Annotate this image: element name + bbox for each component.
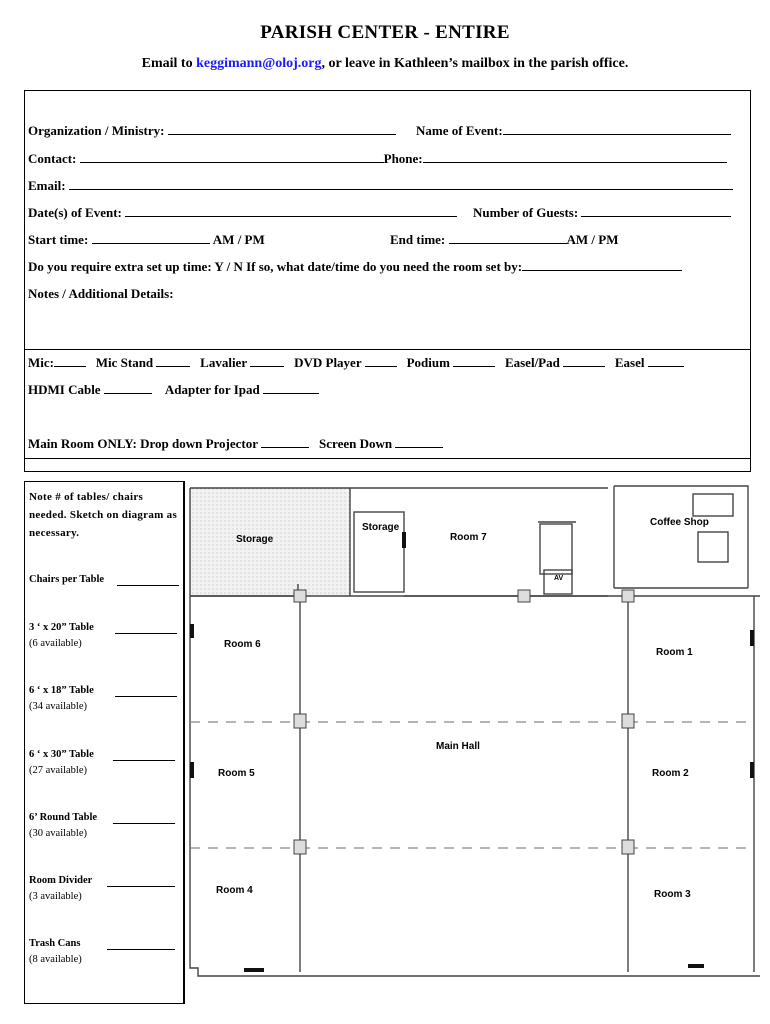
round-table-avail: (30 available) [29,828,88,839]
table-3x20-avail: (6 available) [29,638,82,649]
start-time-field[interactable] [92,232,210,244]
podium-field[interactable] [453,355,495,367]
contact-field[interactable] [80,151,384,163]
form-bottom-edge [24,458,751,472]
contact-label: Contact: [28,151,77,166]
main-room-label: Main Room ONLY: Drop down Projector [28,436,259,451]
email-prefix: Email to [141,56,197,71]
room-divider-avail: (3 available) [29,891,82,902]
phone-field[interactable] [423,151,727,163]
room-divider-field[interactable] [107,886,175,887]
end-ampm: AM / PM [566,232,619,247]
table-6x18-avail: (34 available) [29,701,88,712]
sidebar-note: Note # of tables/ chairs needed. Sketch on diagram as necessary. [29,491,178,539]
hdmi-label: HDMI Cable [28,382,101,397]
chairs-label: Chairs per Table [29,574,105,585]
mic-field[interactable] [54,355,86,367]
door-bottom-right [688,964,704,968]
chairs-field[interactable] [117,585,179,586]
trash-cans-avail: (8 available) [29,954,82,965]
event-info-box [24,90,751,350]
guests-field[interactable] [581,205,731,217]
email-label: Email: [28,178,66,193]
table-3x20-label: 3 ‘ x 20” Table [29,622,94,633]
hdmi-field[interactable] [104,382,152,394]
page-title: PARISH CENTER - ENTIRE [260,22,510,43]
dvd-field[interactable] [365,355,397,367]
table-sidebar [24,481,185,1004]
lavalier-field[interactable] [250,355,284,367]
table-6x30-field[interactable] [113,760,175,761]
door-room6 [190,624,194,638]
label-storage-mid: Storage [362,522,400,533]
start-time-label: Start time: [28,232,89,247]
setup-question: Do you require extra set up time: Y / N If so, what date/time do you need the room set by: [28,259,523,274]
door-bottom-left [244,968,264,972]
easel-pad-label: Easel/Pad [504,355,560,370]
label-av: AV [554,575,564,582]
phone-label: Phone: [383,151,423,166]
label-storage-left: Storage [236,534,274,545]
email-field[interactable] [69,178,733,190]
start-ampm: AM / PM [212,232,265,247]
end-time-field[interactable] [449,232,567,244]
guests-label: Number of Guests: [473,205,579,220]
adapter-label: Adapter for Ipad [164,382,260,397]
event-name-field[interactable] [503,123,731,135]
room-divider-label: Room Divider [29,875,93,886]
table-6x30-label: 6 ‘ x 30” Table [29,749,94,760]
label-coffee-shop: Coffee Shop [650,517,709,528]
label-room6: Room 6 [224,639,261,650]
table-6x30-avail: (27 available) [29,765,88,776]
adapter-field[interactable] [263,382,319,394]
projector-field[interactable] [261,436,309,448]
trash-cans-label: Trash Cans [29,938,81,949]
label-main-hall: Main Hall [436,741,480,752]
email-instructions [0,56,770,72]
email-suffix: , or leave in Kathleen’s mailbox in the parish office. [321,56,629,71]
dvd-label: DVD Player [294,355,362,370]
label-room7: Room 7 [450,532,487,543]
organization-field[interactable] [168,123,396,135]
podium-label: Podium [406,355,450,370]
label-room2: Room 2 [652,768,689,779]
dates-field[interactable] [125,205,457,217]
round-table-label: 6’ Round Table [29,812,98,823]
notes-label: Notes / Additional Details: [28,286,174,301]
event-name-label: Name of Event: [416,123,503,138]
equipment-box [24,349,751,459]
label-room5: Room 5 [218,768,255,779]
email-link[interactable]: keggimann@oloj.org [196,56,322,71]
label-room1: Room 1 [656,647,693,658]
round-table-field[interactable] [113,823,175,824]
easel-field[interactable] [648,355,684,367]
screen-label: Screen Down [319,436,393,451]
label-room4: Room 4 [216,885,253,896]
trash-cans-field[interactable] [107,949,175,950]
easel-pad-field[interactable] [563,355,605,367]
dates-label: Date(s) of Event: [28,205,122,220]
floor-plan[interactable] [188,484,760,986]
screen-field[interactable] [395,436,443,448]
organization-label: Organization / Ministry: [28,123,165,138]
mic-stand-field[interactable] [156,355,190,367]
door-room1 [750,630,754,646]
end-time-label: End time: [390,232,446,247]
door-storage [402,532,406,548]
setup-field[interactable] [522,259,682,271]
easel-label: Easel [614,355,645,370]
label-room3: Room 3 [654,889,691,900]
mic-label: Mic: [28,355,54,370]
table-3x20-field[interactable] [115,633,177,634]
door-room5 [190,762,194,778]
lavalier-label: Lavalier [200,355,248,370]
table-6x18-field[interactable] [115,696,177,697]
table-6x18-label: 6 ‘ x 18” Table [29,685,94,696]
mic-stand-label: Mic Stand [95,355,154,370]
door-room2 [750,762,754,778]
